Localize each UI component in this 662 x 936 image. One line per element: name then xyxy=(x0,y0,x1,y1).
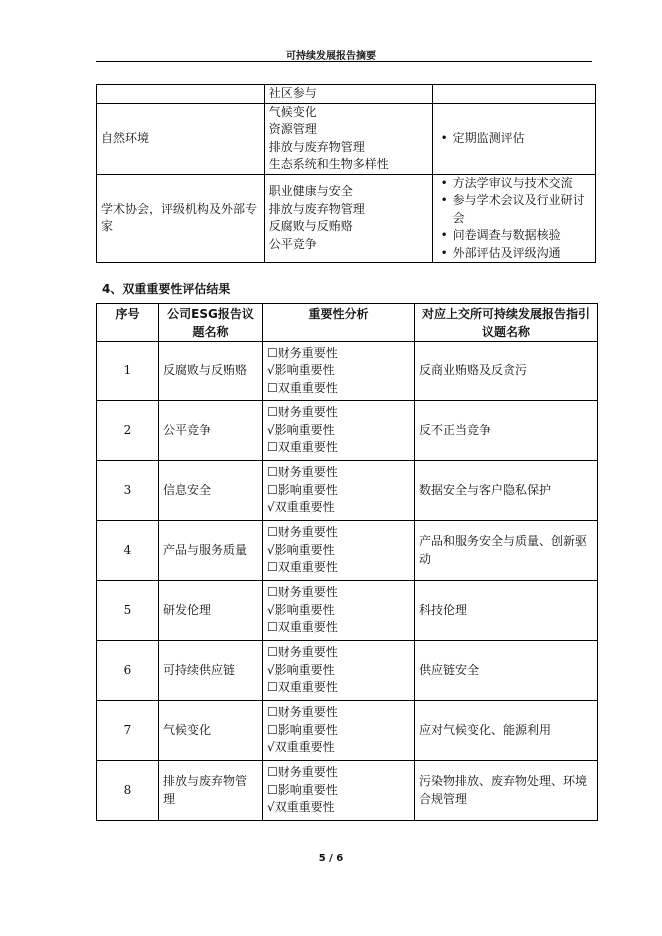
topic-name: 排放与废弃物管理 xyxy=(159,761,263,821)
topics-cell xyxy=(264,85,432,104)
checkbox-line xyxy=(267,799,410,817)
methods-list xyxy=(437,130,591,148)
page-header-title: 可持续发展报告摘要 xyxy=(286,51,376,62)
checkbox-line xyxy=(267,345,410,363)
sse-topic-name: 反不正当竞争 xyxy=(415,401,598,461)
checkbox-label: 双重重要性 xyxy=(277,380,338,395)
analysis-cell xyxy=(263,521,415,581)
checkbox-label: 双重重要性 xyxy=(274,740,335,755)
checkbox-line xyxy=(267,602,410,620)
topic-line: 排放与废弃物管理 xyxy=(268,139,365,154)
checkbox-icon: ☐ xyxy=(267,440,278,455)
method-item: • 定期监测评估 xyxy=(437,130,591,148)
topic-line: 生态系统和生物多样性 xyxy=(268,157,389,171)
checkbox-line xyxy=(267,380,410,398)
checkmark-icon: √ xyxy=(267,363,275,378)
checkbox-label: 影响重要性 xyxy=(277,482,338,497)
sse-topic-name: 反商业贿赂及反贪污 xyxy=(415,342,598,401)
header-cell-sse-topic: 对应上交所可持续发展报告指引议题名称 xyxy=(415,304,598,342)
table-row xyxy=(97,761,598,821)
row-number: 3 xyxy=(97,461,159,521)
topic-line: 气候变化 xyxy=(268,104,317,119)
checkbox-label: 影响重要性 xyxy=(274,363,335,378)
checkbox-label: 双重重要性 xyxy=(274,800,335,815)
checkbox-icon: ☐ xyxy=(267,482,278,497)
stakeholder-cell: 自然环境 xyxy=(97,103,265,174)
checkbox-label: 双重重要性 xyxy=(277,440,338,455)
checkbox-label: 影响重要性 xyxy=(274,422,335,437)
row-number: 5 xyxy=(97,581,159,641)
methods-cell xyxy=(432,85,595,104)
topic-name: 气候变化 xyxy=(159,701,263,761)
topic-name: 反腐败与反贿赂 xyxy=(159,342,263,401)
topic-line: 职业健康与安全 xyxy=(268,184,353,199)
stakeholder-cell xyxy=(97,85,265,104)
checkbox-label: 影响重要性 xyxy=(277,722,338,737)
table-row xyxy=(97,461,598,521)
analysis-cell xyxy=(263,461,415,521)
checkbox-line xyxy=(267,619,410,637)
checkbox-line xyxy=(267,464,410,482)
checkbox-line xyxy=(267,362,410,380)
checkbox-line xyxy=(267,704,410,722)
method-item: • 外部评估及评级沟通 xyxy=(437,245,591,263)
sse-topic-name: 数据安全与客户隐私保护 xyxy=(415,461,598,521)
stakeholder-cell: 学术协会，评级机构及外部专家 xyxy=(97,174,265,263)
checkbox-icon: ☐ xyxy=(267,705,278,720)
checkmark-icon: √ xyxy=(267,422,275,437)
checkmark-icon: √ xyxy=(267,500,275,515)
topic-name: 公平竞争 xyxy=(159,401,263,461)
checkbox-label: 财务重要性 xyxy=(277,525,338,540)
checkbox-label: 双重重要性 xyxy=(277,560,338,575)
method-item: • 参与学术会议及行业研讨会 xyxy=(437,192,591,227)
stakeholder-table xyxy=(96,84,596,263)
checkbox-line xyxy=(267,782,410,800)
checkbox-label: 双重重要性 xyxy=(277,620,338,635)
method-item: • 问卷调查与数据核验 xyxy=(437,227,591,245)
checkbox-line xyxy=(267,584,410,602)
sse-topic-name: 供应链安全 xyxy=(415,641,598,701)
stakeholder-row xyxy=(97,174,596,263)
header-cell-topic: 公司ESG报告议题名称 xyxy=(159,304,263,342)
checkbox-icon: ☐ xyxy=(267,765,278,780)
checkbox-icon: ☐ xyxy=(267,465,278,480)
sse-topic-name: 产品和服务安全与质量、创新驱动 xyxy=(415,521,598,581)
methods-cell xyxy=(432,103,595,174)
checkbox-line xyxy=(267,679,410,697)
table-row xyxy=(97,521,598,581)
materiality-table xyxy=(96,303,598,821)
checkbox-line xyxy=(267,739,410,757)
checkbox-label: 财务重要性 xyxy=(277,765,338,780)
topic-line: 社区参与 xyxy=(268,86,317,100)
table-row xyxy=(97,701,598,761)
checkbox-label: 影响重要性 xyxy=(274,542,335,557)
row-number: 2 xyxy=(97,401,159,461)
checkbox-icon: ☐ xyxy=(267,645,278,660)
checkbox-line xyxy=(267,499,410,517)
checkbox-icon: ☐ xyxy=(267,620,278,635)
checkbox-label: 影响重要性 xyxy=(277,782,338,797)
checkbox-line xyxy=(267,422,410,440)
stakeholder-row xyxy=(97,103,596,174)
row-number: 6 xyxy=(97,641,159,701)
checkbox-line xyxy=(267,439,410,457)
methods-list xyxy=(437,175,591,263)
checkbox-label: 影响重要性 xyxy=(274,602,335,617)
topic-line: 反腐败与反贿赂 xyxy=(268,219,353,234)
topic-name: 研发伦理 xyxy=(159,581,263,641)
topic-line: 公平竞争 xyxy=(268,236,317,251)
topic-line: 排放与废弃物管理 xyxy=(268,201,365,216)
checkmark-icon: √ xyxy=(267,602,275,617)
checkbox-label: 财务重要性 xyxy=(277,405,338,420)
checkmark-icon: √ xyxy=(267,662,275,677)
checkmark-icon: √ xyxy=(267,542,275,557)
checkbox-label: 双重重要性 xyxy=(274,500,335,515)
checkbox-label: 财务重要性 xyxy=(277,645,338,660)
checkbox-line xyxy=(267,662,410,680)
stakeholder-row xyxy=(97,85,596,104)
checkbox-label: 双重重要性 xyxy=(277,680,338,695)
analysis-cell xyxy=(263,641,415,701)
sse-topic-name: 应对气候变化、能源利用 xyxy=(415,701,598,761)
checkbox-icon: ☐ xyxy=(267,560,278,575)
analysis-cell xyxy=(263,581,415,641)
checkbox-icon: ☐ xyxy=(267,405,278,420)
topics-cell xyxy=(264,103,432,174)
row-number: 1 xyxy=(97,342,159,401)
topics-cell xyxy=(264,174,432,263)
checkbox-icon: ☐ xyxy=(267,585,278,600)
checkbox-line xyxy=(267,542,410,560)
section-title: 4、双重重要性评估结果 xyxy=(102,282,231,296)
method-item: • 方法学审议与技术交流 xyxy=(437,175,591,193)
checkbox-icon: ☐ xyxy=(267,782,278,797)
checkbox-label: 影响重要性 xyxy=(274,662,335,677)
page-number: 5 / 6 xyxy=(318,853,344,864)
checkbox-line xyxy=(267,404,410,422)
methods-cell xyxy=(432,174,595,263)
checkbox-line xyxy=(267,644,410,662)
topic-name: 信息安全 xyxy=(159,461,263,521)
row-number: 8 xyxy=(97,761,159,821)
checkbox-icon: ☐ xyxy=(267,345,278,360)
analysis-cell xyxy=(263,701,415,761)
table-row xyxy=(97,342,598,401)
checkbox-line xyxy=(267,722,410,740)
checkbox-label: 财务重要性 xyxy=(277,345,338,360)
checkbox-line xyxy=(267,559,410,577)
analysis-cell xyxy=(263,401,415,461)
sse-topic-name: 科技伦理 xyxy=(415,581,598,641)
checkbox-label: 财务重要性 xyxy=(277,465,338,480)
checkbox-line xyxy=(267,482,410,500)
checkbox-label: 财务重要性 xyxy=(277,585,338,600)
row-number: 7 xyxy=(97,701,159,761)
table-row xyxy=(97,581,598,641)
topic-name: 可持续供应链 xyxy=(159,641,263,701)
analysis-cell xyxy=(263,342,415,401)
header-cell-analysis: 重要性分析 xyxy=(263,304,415,342)
checkbox-icon: ☐ xyxy=(267,525,278,540)
sse-topic-name: 污染物排放、废弃物处理、环境合规管理 xyxy=(415,761,598,821)
header-rule xyxy=(96,61,592,62)
header-cell-no: 序号 xyxy=(97,304,159,342)
checkbox-icon: ☐ xyxy=(267,380,278,395)
checkbox-line xyxy=(267,524,410,542)
table-row xyxy=(97,401,598,461)
checkbox-label: 财务重要性 xyxy=(277,705,338,720)
checkbox-line xyxy=(267,764,410,782)
checkbox-icon: ☐ xyxy=(267,722,278,737)
checkmark-icon: √ xyxy=(267,740,275,755)
analysis-cell xyxy=(263,761,415,821)
table-row xyxy=(97,641,598,701)
checkmark-icon: √ xyxy=(267,800,275,815)
topic-name: 产品与服务质量 xyxy=(159,521,263,581)
row-number: 4 xyxy=(97,521,159,581)
checkbox-icon: ☐ xyxy=(267,680,278,695)
topic-line: 资源管理 xyxy=(268,122,317,136)
